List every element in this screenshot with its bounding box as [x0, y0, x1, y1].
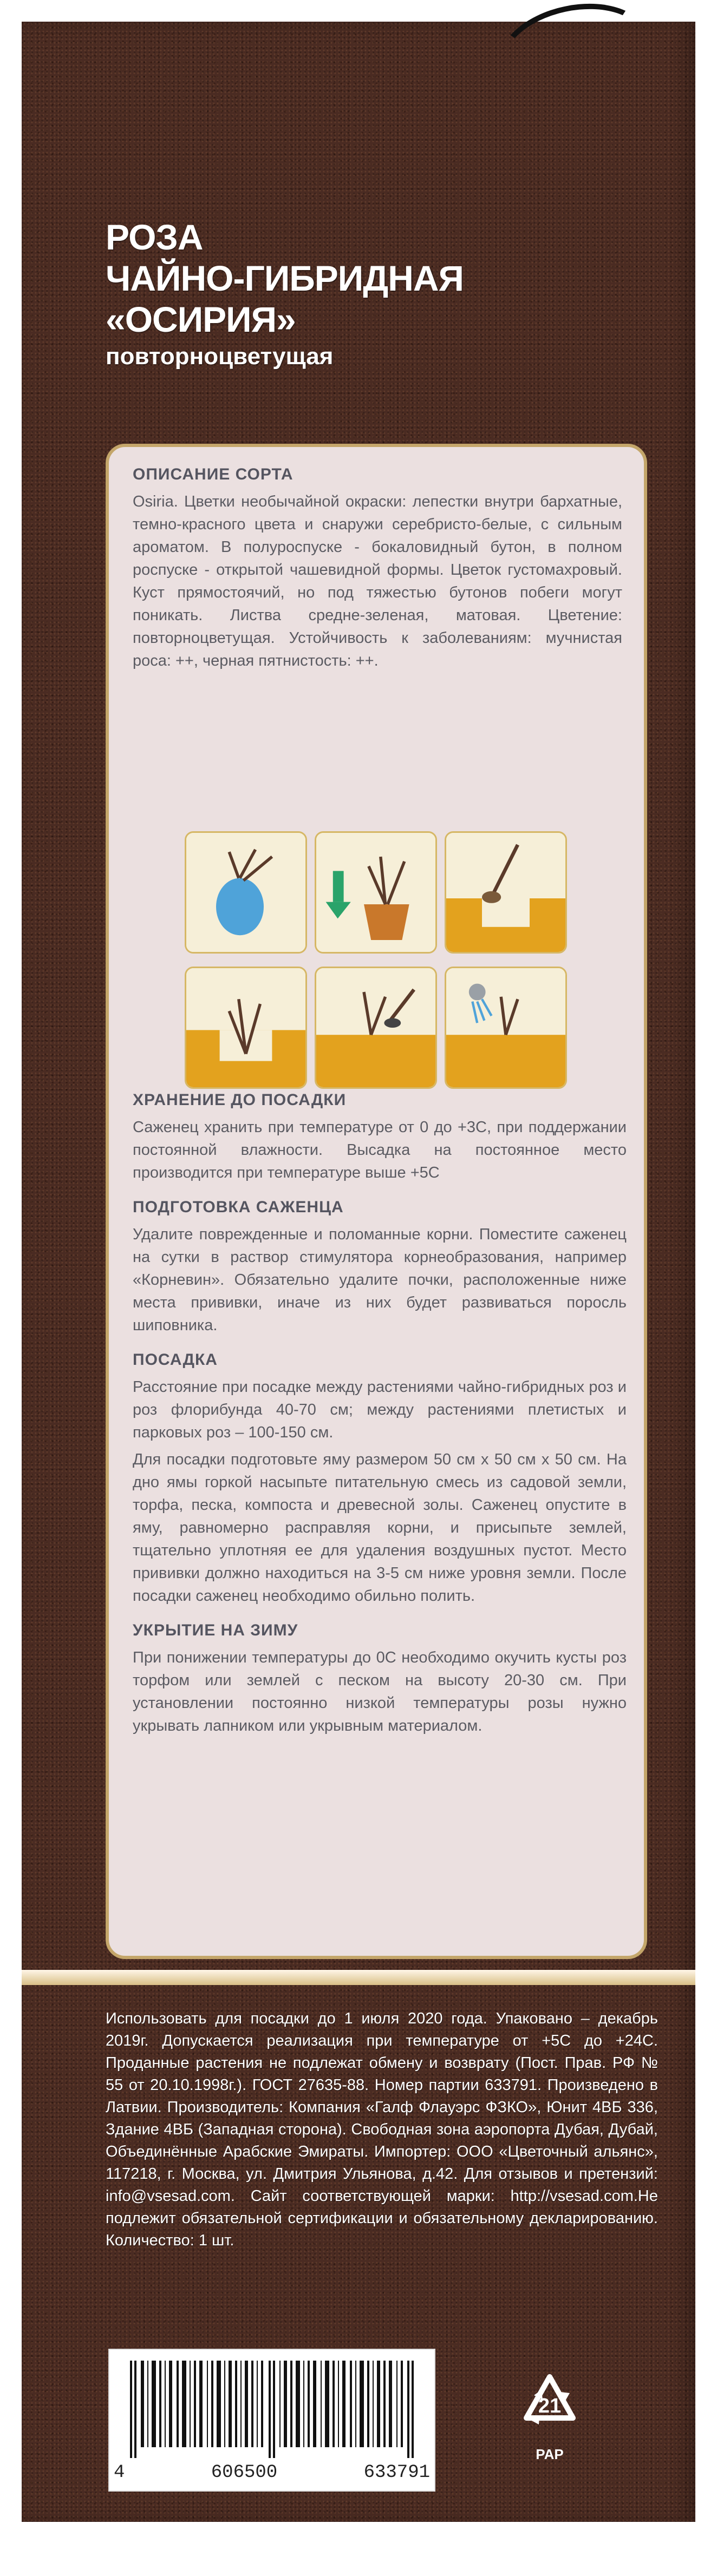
filling-soil-icon	[315, 967, 437, 1089]
barcode	[108, 2349, 435, 2492]
legal-text: Использовать для посадки до 1 июля 2020 года. Упаковано – декабрь 2019г. Допускается реализация при температуре от +5С до +24С. Проданные растения не подлежат обмену и возврату (Пост. Прав. РФ № 55 от 20.10.1998г.). ГОСТ 27635-88. Номер партии 633791. Произведено в Латвии. Производитель: Компания «Галф Флауэрс ФЗКО», Юнит 4ВБ 336, Здание 4ВБ (Западная сторона). Свободная зона аэропорта Дубая, Дубай, Объединённые Арабские Эмираты. Импортер: ООО «Цветочный альянс», 117218, г. Москва, ул. Дмитрия Ульянова, д.42. Для отзывов и претензий: info@vsesad.com. Сайт соответствующей марки: http://vsesad.com.Не подлежит обязательной сертификации и обязательному декларированию. Количество: 1 шт.	[106, 2010, 658, 2249]
planting-heading: ПОСАДКА	[133, 1351, 218, 1369]
recycle-code: PAP	[536, 2446, 564, 2462]
description-heading: ОПИСАНИЕ СОРТА	[133, 465, 294, 483]
preparation-text: Удалите поврежденные и поломанные корни. Поместите саженец на сутки в раствор стимулятора корнеобразования, например «Корневин». Обязательно удалите почки, расположенные ниже места прививки, иначе из них будет развиваться поросль шиповника.	[133, 1226, 627, 1334]
preparation-section	[133, 1198, 627, 1337]
planting-seedling-icon	[185, 967, 307, 1089]
decorative-band	[22, 1970, 695, 1985]
watering-icon	[445, 967, 567, 1089]
barcode-digit-1: 4	[114, 2462, 125, 2483]
title-line-3: «ОСИРИЯ»	[106, 299, 296, 339]
seedling-in-pot-icon	[315, 831, 437, 954]
instructions	[133, 1091, 627, 1742]
barcode-digit-2: 606500	[211, 2462, 278, 2483]
planting-text-1: Расстояние при посадке между растениями чайно-гибридных роз и роз флорибунда 40-70 см; между растениями плетистых и парковых роз – 100-150 см.	[133, 1378, 627, 1441]
product-subtitle: повторноцветущая	[106, 343, 334, 370]
winter-section	[133, 1621, 627, 1737]
planting-text-2: Для посадки подготовьте яму размером 50 см х 50 см х 50 см. На дно ямы горкой насыпьте питательную смесь из садовой земли, торфа, песка, компоста и древесной золы. Саженец опустите в яму, равномерно расправляя корни, и присыпьте землей, тщательно уплотняя ее для удаления воздушных пустот. Место прививки должно находиться на 3-5 см ниже уровня земли. После посадки саженец необходимо обильно полить.	[133, 1451, 627, 1605]
digging-hole-icon	[445, 831, 567, 954]
description-text: Osiria. Цветки необычайной окраски: лепестки внутри бархатные, темно-красного цвета и снаружи серебристо-белые, с сильным ароматом. В полуроспуске - бокаловидный бутон, в полном роспуске - открытой чашевидной формы. Цветок густомахровый. Куст прямостоячий, но под тяжестью бутонов побеги могут поникать. Листва средне-зеленая, матовая. Цветение: повторноцветущая. Устойчивость к заболеваниям: мучнистая роса: ++, черная пятнистость: ++.	[133, 493, 622, 669]
info-panel	[106, 444, 647, 1959]
storage-text: Саженец хранить при температуре от 0 до +3С, при поддержании постоянной влажности. Высадка на постоянное место производится при температуре выше +5С	[133, 1119, 627, 1181]
barcode-digit-3: 633791	[363, 2462, 430, 2483]
planting-illustrations	[185, 831, 567, 1089]
cable	[490, 0, 657, 112]
title-line-1: РОЗА	[106, 217, 203, 257]
winter-text: При понижении температуры до 0С необходимо окучить кусты роз торфом или землей с песком на высоту 20-30 см. При установлении постоянно низкой температуры розы нужно укрывать лапником или укрывным материалом.	[133, 1649, 627, 1734]
title-line-2: ЧАЙНО-ГИБРИДНАЯ	[106, 258, 464, 298]
seedling-in-bag-icon	[185, 831, 307, 954]
product-title	[106, 216, 464, 370]
planting-section	[133, 1351, 627, 1607]
description-section	[133, 465, 622, 672]
barcode-bars	[126, 2361, 418, 2458]
package-front	[22, 22, 695, 2522]
barcode-digits	[109, 2462, 434, 2483]
preparation-heading: ПОДГОТОВКА САЖЕНЦА	[133, 1198, 344, 1216]
storage-heading: ХРАНЕНИЕ ДО ПОСАДКИ	[133, 1091, 347, 1109]
recycle-number: 21	[538, 2395, 562, 2417]
recycle-icon	[509, 2370, 590, 2468]
storage-section	[133, 1091, 627, 1184]
winter-heading: УКРЫТИЕ НА ЗИМУ	[133, 1621, 298, 1639]
